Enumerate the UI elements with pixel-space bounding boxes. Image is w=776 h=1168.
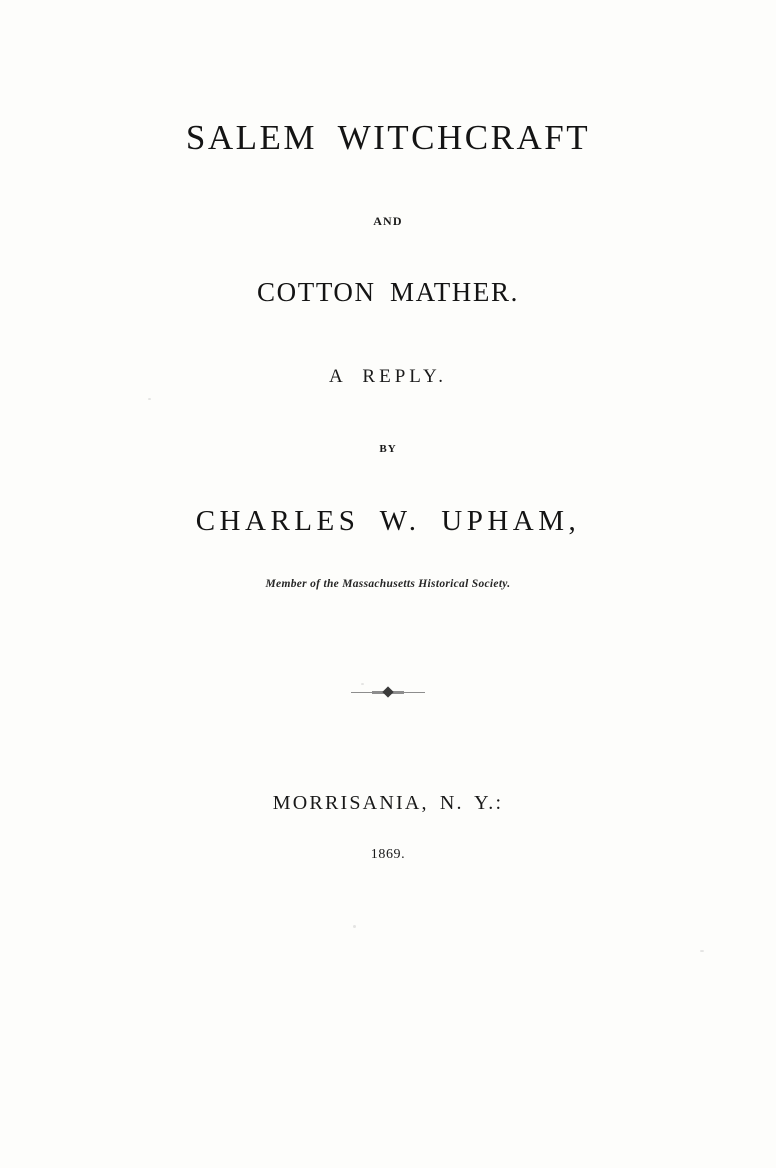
byline-label: BY bbox=[379, 443, 397, 455]
author-name: CHARLES W. UPHAM, bbox=[195, 505, 581, 537]
divider-ornament-icon bbox=[0, 688, 776, 698]
divider-diamond bbox=[382, 686, 393, 697]
book-subject: COTTON MATHER. bbox=[257, 277, 519, 307]
publication-place: MORRISANIA, N. Y.: bbox=[272, 792, 504, 814]
author-affiliation: Member of the Massachusetts Historical Society. bbox=[265, 578, 511, 590]
paper-speck bbox=[700, 950, 704, 952]
paper-speck bbox=[353, 925, 356, 928]
publication-year: 1869. bbox=[370, 847, 406, 862]
title-conjunction: AND bbox=[373, 214, 403, 228]
book-title: SALEM WITCHCRAFT bbox=[185, 118, 591, 157]
book-subtitle: A REPLY. bbox=[329, 366, 447, 387]
